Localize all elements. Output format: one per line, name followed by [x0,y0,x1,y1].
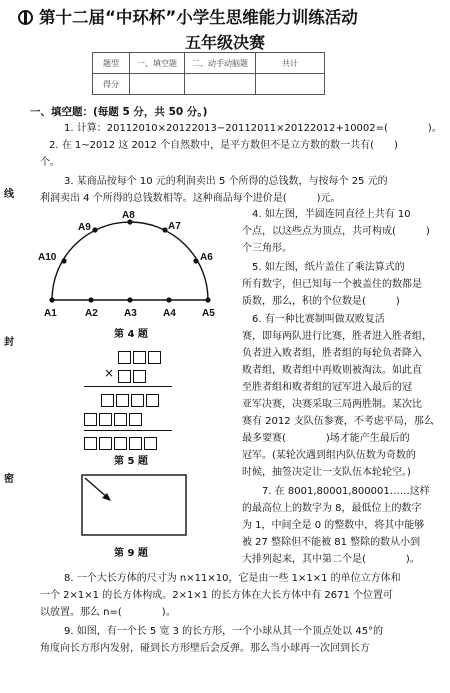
score-table-score-row [93,74,325,95]
question-6-line-5: 至胜者组和败者组的冠军进入最后的冠 [242,382,412,393]
label-a7: A7 [168,221,181,232]
question-9-line-2: 角度向长方形内发射，碰到长方形壁后会反弹。那么当小球再一次回到长方 [40,643,370,654]
digit-box [114,437,127,450]
partial-product-1-row [101,392,161,407]
side-label-secret: 密 [4,474,14,485]
label-a6: A6 [200,252,213,263]
question-5-line-3: 质数，那么，积的个位数是( ) [242,296,400,307]
question-4-line-3: 个三角形。 [242,243,292,254]
question-6-line-6: 亚军决赛，决赛采取三局两胜制。某次比 [242,399,422,410]
figure-4-caption: 第 4 题 [114,329,148,340]
digit-box [146,394,159,407]
digit-box [118,370,131,383]
semicircle-arc [52,222,208,300]
point-a6 [193,258,198,263]
digit-box [129,437,142,450]
digit-box [133,370,146,383]
question-6-line-4: 败者组，败者组中再败则被淘汰。如此直 [242,365,422,376]
digit-box [129,413,142,426]
question-7 [242,483,444,568]
point-a3 [127,297,132,302]
product-line-2 [84,430,172,431]
exam-title-text: 第十二届“中环杯”小学生思维能力训练活动 [39,8,358,27]
score-cell-total[interactable] [256,74,325,95]
figure-4-semicircle [36,208,236,320]
question-6-line-3: 负者进入败者组，胜者组的每轮负者降入 [242,348,422,359]
question-6 [242,311,444,481]
point-a2 [88,297,93,302]
question-8-line-1: 8. 一个大长方体的尺寸为 n×11×10，它是由一些 1×1×1 的单位立方体和 [64,573,401,584]
question-2-line-2: 个。 [40,157,60,168]
question-3-line-1: 3. 某商品按每个 10 元的利润卖出 5 个所得的总钱数，与按每个 25 元的 [64,176,388,187]
score-header-hands-on: 二、动手动脑题 [185,53,256,74]
question-4-line-2: 个点，以这些点为顶点，共可构成( ) [242,226,430,237]
competition-logo-icon [18,10,33,25]
label-a3: A3 [124,308,137,319]
digit-box [133,351,146,364]
point-a9 [92,227,97,232]
digit-box [144,437,157,450]
label-a2: A2 [85,308,98,319]
question-8-line-3: 以放置。那么 n=( )。 [40,607,176,618]
figure-5-caption: 第 5 题 [114,456,148,467]
digit-box [84,413,97,426]
product-line-1 [84,386,172,387]
digit-box [114,413,127,426]
digit-box [99,413,112,426]
score-header-type: 题型 [93,53,130,74]
point-a7 [162,227,167,232]
figure-9-caption: 第 9 题 [114,548,148,559]
question-6-line-1: 6. 有一种比赛制叫做双败复活 [252,314,385,325]
exam-title [18,4,438,28]
question-6-line-8: 最多要赛( )场才能产生最后的 [242,433,410,444]
question-7-line-5: 大排列起来，其中第二个是( )。 [242,554,420,565]
figure-9-rectangle [80,473,190,539]
question-4 [242,206,444,257]
digit-box [116,394,129,407]
score-cell-fill[interactable] [130,74,185,95]
question-3-line-2: 利润卖出 4 个所得的总钱数相等。这种商品每个进价是( )元。 [40,193,341,204]
digit-box [118,351,131,364]
digit-box [99,437,112,450]
question-7-line-2: 的最高位上的数字为 8，最低位上的数字 [242,503,422,514]
score-header-fill: 一、填空题 [130,53,185,74]
score-row-label: 得分 [93,74,130,95]
question-6-line-2: 赛，即每两队进行比赛，胜者进入胜者组， [242,331,432,342]
rectangle-outline [82,475,186,535]
point-a4 [166,297,171,302]
label-a10: A10 [38,252,57,263]
question-1: 1. 计算：20112010×20122013−20112011×20122012+10002=( )。 [64,123,442,134]
point-a10 [61,258,66,263]
exam-subtitle: 五年级决赛 [184,33,265,52]
ball-path-arrow [85,478,108,498]
partial-product-2-row [84,411,144,426]
semicircle-points [49,219,210,302]
label-a1: A1 [44,308,57,319]
multiplier-row [118,368,148,383]
question-4-line-1: 4. 如左图，半圆连同直径上共有 10 [252,209,411,220]
score-header-total: 共计 [256,53,325,74]
question-2-line-1: 2. 在 1~2012 这 2012 个自然数中，是平方数但不是立方数的数一共有( ) [49,140,398,151]
question-5 [242,259,444,310]
question-7-line-1: 7. 在 8001,80001,800001……这样 [262,486,430,497]
multiply-sign: × [104,366,115,380]
question-5-line-2: 所有数字，但已知每一个被盖住的数都是 [242,279,422,290]
digit-box [148,351,161,364]
side-label-line: 线 [4,189,14,200]
question-8-line-2: 一个 2×1×1 的长方体构成。2×1×1 的长方体在大长方体中有 2671 个位置可 [40,590,394,601]
multiplicand-row [118,349,163,364]
question-5-line-1: 5. 如左图，纸片盖住了乘法算式的 [252,262,405,273]
question-6-line-9: 冠军。(某轮次遇到组内队伍数为奇数的 [242,450,416,461]
digit-box [101,394,114,407]
score-table-header-row [93,53,325,74]
question-6-line-10: 时候，抽签决定让一支队伍本轮轮空。) [242,467,411,478]
label-a5: A5 [202,308,215,319]
product-row [84,435,159,450]
label-a9: A9 [78,222,91,233]
score-table [92,52,325,95]
question-9-line-1: 9. 如图，有一个长 5 宽 3 的长方形，一个小球从其一个顶点处以 45°的 [64,626,384,637]
point-a1 [49,297,54,302]
question-6-line-7: 赛有 2012 支队伍参赛，不考虑平局，那么 [242,416,434,427]
question-7-line-3: 为 1，中间全是 0 的整数中，将其中能够 [242,520,425,531]
question-7-line-4: 被 27 整除但不能被 81 整除的数从小到 [242,537,421,548]
side-label-seal: 封 [4,337,14,348]
digit-box [131,394,144,407]
section-heading: 一、填空题：(每题 5 分，共 50 分。) [30,106,208,118]
digit-box [84,437,97,450]
score-cell-hands-on[interactable] [185,74,256,95]
label-a4: A4 [163,308,176,319]
label-a8: A8 [122,210,135,221]
point-a5 [205,297,210,302]
